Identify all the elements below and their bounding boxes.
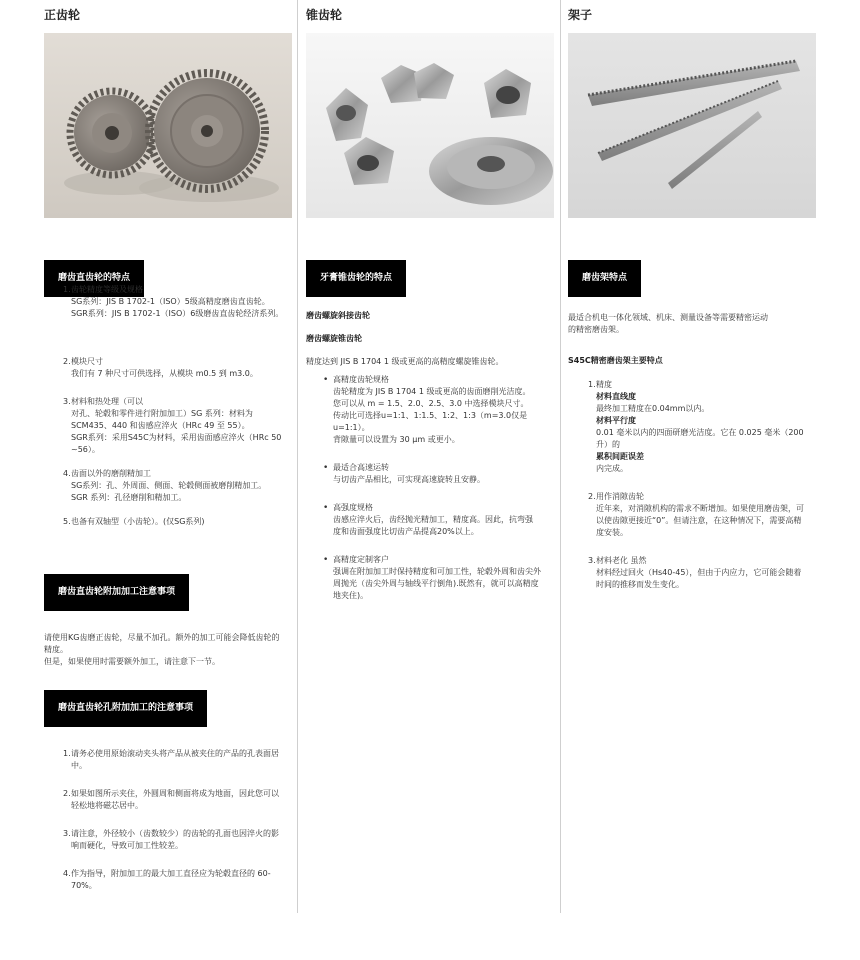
list-item: 2. 如果如图所示夹住，外圆周和侧面将成为地面，因此您可以 轻松地将磁芯居中。 [63,789,279,810]
bevel-gear-photo [306,33,554,218]
spur-gear-image [44,33,292,218]
list-item: 5. 也备有双轴型（小齿轮）。(仅SG系列) [63,517,205,526]
list-item: 4. 齿面以外的磨削精加工 SG系列：孔、外周面、侧面、轮毂侧面被磨削精加工。 SGR 系列：孔径磨削和精加工。 [63,469,267,502]
spur-hole-processing-heading[interactable]: 磨齿直齿轮孔附加加工的注意事项 [44,690,207,727]
spur-hole-notes-list [63,748,295,892]
rack-features-heading[interactable]: 磨齿架特点 [568,260,641,297]
list-item: 3. 材料老化 虽然 材料经过回火（Hs40-45），但由于内应力，它可能会随着 时间的推移而发生变化。 [588,556,802,589]
list-item: 3. 请注意，外径较小（齿数较少）的齿轮的孔面也因淬火的影 响而硬化，导致可加工性较差。 [63,829,279,850]
list-item: • 最适合高速运转 与切齿产品相比，可实现高速旋转且安静。 [323,463,485,484]
spur-gear-photo [44,33,292,218]
rack-title: 架子 [568,8,593,22]
bevel-gear-title: 锥齿轮 [306,8,343,22]
rack-feature-list [588,379,818,591]
list-item: 3. 材料和热处理（可以 对孔、轮毂和零件进行附加加工）SG 系列：材料为 SCM435、440 和齿感应淬火（HRc 49 至 55）。 SGR系列：采用S45C为材料，采用齿面感应淬火（HRc 50 ~56）。 [63,397,282,454]
list-item: 1. 齿轮精度等级及规格 SG系列：JIS B 1702-1（ISO）5级高精度磨齿直齿轮。 SGR系列：JIS B 1702-1（ISO）6级磨齿直齿轮经济系列。 [63,285,284,318]
list-item: • 高精度定制客户 强调在附加加工时保持精度和可加工性，轮毂外周和齿尖外 周抛光（齿尖外周与轴线平行倒角).既然有，就可以高精度 地夹住)。 [323,555,541,600]
list-item: 1. 精度 材料直线度 最终加工精度在0.04mm以内。 材料平行度 0.01 毫米以内的四面研磨光洁度。它在 0.025 毫米（200 升）的 累积间距误差 内完成。 [588,380,804,473]
bevel-sub-heading-2: 磨齿螺旋锥齿轮 [306,334,362,343]
list-item: • 高强度规格 齿感应淬火后，齿经抛光精加工，精度高。因此，抗弯强 度和齿面强度比切齿产品提高20%以上。 [323,503,533,536]
spur-addl-processing-heading[interactable]: 磨齿直齿轮附加加工注意事项 [44,574,189,611]
spur-gear-column [0,0,298,913]
bevel-intro: 精度达到 JIS B 1704 1 级或更高的高精度螺旋锥齿轮。 [306,357,504,366]
list-item: 2. 用作消隙齿轮 近年来，对消隙机构的需求不断增加。如果使用磨齿架，可 以使齿隙更接近“0”。但请注意，在这种情况下，需要高精 度安装。 [588,492,804,537]
rack-sub-heading: S45C精密磨齿架主要特点 [568,356,663,365]
bevel-bullet-list [323,374,557,602]
spur-addl-processing-note: 请使用KG齿磨正齿轮，尽量不加孔。额外的加工可能会降低齿轮的 精度。 但是，如果使用时需要额外加工，请注意下一节。 [44,633,280,666]
list-item: 2. 模块尺寸 我们有 7 种尺寸可供选择，从模块 m0.5 到 m3.0。 [63,357,258,378]
bevel-sub-heading-1: 磨齿螺旋斜接齿轮 [306,311,370,320]
list-item: 4. 作为指导，附加加工的最大加工直径应为轮毂直径的 60- 70%。 [63,869,271,890]
bevel-gear-image [306,33,554,218]
list-item: • 高精度齿轮规格 齿轮精度为 JIS B 1704 1 级或更高的齿面磨削光洁度。 您可以从 m = 1.5、2.0、2.5、3.0 中选择模块尺寸。 传动比可选择u=1:1、1:1.5、1:2、1:3（m=3.0仅是 u=1:1）。 背隙量可以设置为 30 μm 或更小。 [323,375,531,444]
spur-features-heading[interactable]: 磨齿直齿轮的特点 [44,260,144,297]
rack-image [568,33,816,218]
spur-gear-title: 正齿轮 [44,8,81,22]
rack-photo [568,33,816,218]
bevel-features-heading[interactable]: 牙膏锥齿轮的特点 [306,260,406,297]
list-item: 1. 请务必使用原始滚动夹头将产品从被夹住的产品的孔表面居 中。 [63,749,279,770]
spur-feature-list [63,284,295,528]
rack-column [562,0,860,913]
rack-intro: 最适合机电一体化领域、机床、测量设备等需要精密运动 的精密磨齿架。 [568,313,768,334]
bevel-gear-column [299,0,561,913]
